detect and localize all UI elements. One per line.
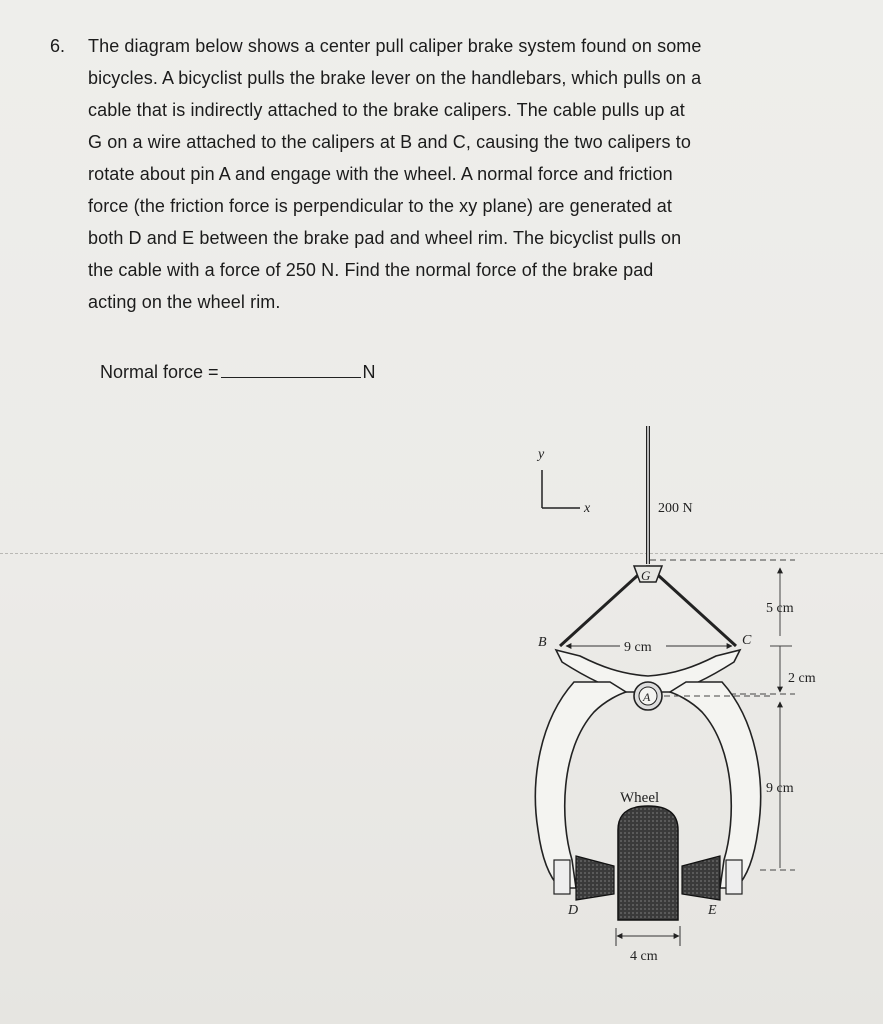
problem-line-1: The diagram below shows a center pull caliper brake system found on some [88, 36, 702, 56]
dim-ba-label: 2 cm [788, 671, 816, 686]
problem-line-9: acting on the wheel rim. [88, 292, 281, 312]
answer-row [100, 362, 376, 383]
axis-y-label: y [538, 447, 545, 462]
point-d-label: D [568, 903, 579, 918]
dim-rim-label: 4 cm [630, 949, 658, 964]
wheel-label: Wheel [620, 790, 660, 806]
dim-bc-label: 9 cm [624, 640, 652, 655]
problem-line-5: rotate about pin A and engage with the wheel. A normal force and friction [88, 164, 673, 184]
axis-x-label: x [584, 501, 591, 516]
point-e-label: E [708, 903, 717, 918]
problem-line-3: cable that is indirectly attached to the brake calipers. The cable pulls up at [88, 100, 685, 120]
problem-number: 6. [50, 36, 66, 56]
yoke-g [634, 566, 662, 583]
brake-cable [648, 426, 693, 564]
problem-line-8: the cable with a force of 250 N. Find the normal force of the brake pad [88, 260, 654, 280]
dim-rim [616, 926, 680, 946]
answer-blank[interactable] [221, 362, 361, 378]
dim-gb-label: 5 cm [766, 601, 794, 616]
answer-unit: N [362, 362, 376, 382]
problem-line-7: both D and E between the brake pad and wheel rim. The bicyclist pulls on [88, 228, 682, 248]
problem-line-2: bicycles. A bicyclist pulls the brake lever on the handlebars, which pulls on a [88, 68, 702, 88]
problem-line-6: force (the friction force is perpendicular to the xy plane) are generated at [88, 196, 672, 216]
answer-label: Normal force = [100, 362, 219, 382]
wheel-rim [618, 806, 678, 920]
caliper-brake-diagram [520, 420, 840, 980]
xy-axes [536, 447, 591, 516]
problem-line-4: G on a wire attached to the calipers at B and C, causing the two calipers to [88, 132, 691, 152]
point-a-label: A [643, 690, 651, 704]
brake-pad-d [554, 856, 614, 900]
dim-ad-label: 9 cm [766, 781, 794, 796]
point-c-label: C [742, 633, 752, 648]
point-b-label: B [538, 635, 547, 650]
brake-pad-e [682, 856, 742, 900]
cable-force-label: 200 N [658, 501, 693, 516]
point-g-label: G [641, 568, 651, 583]
